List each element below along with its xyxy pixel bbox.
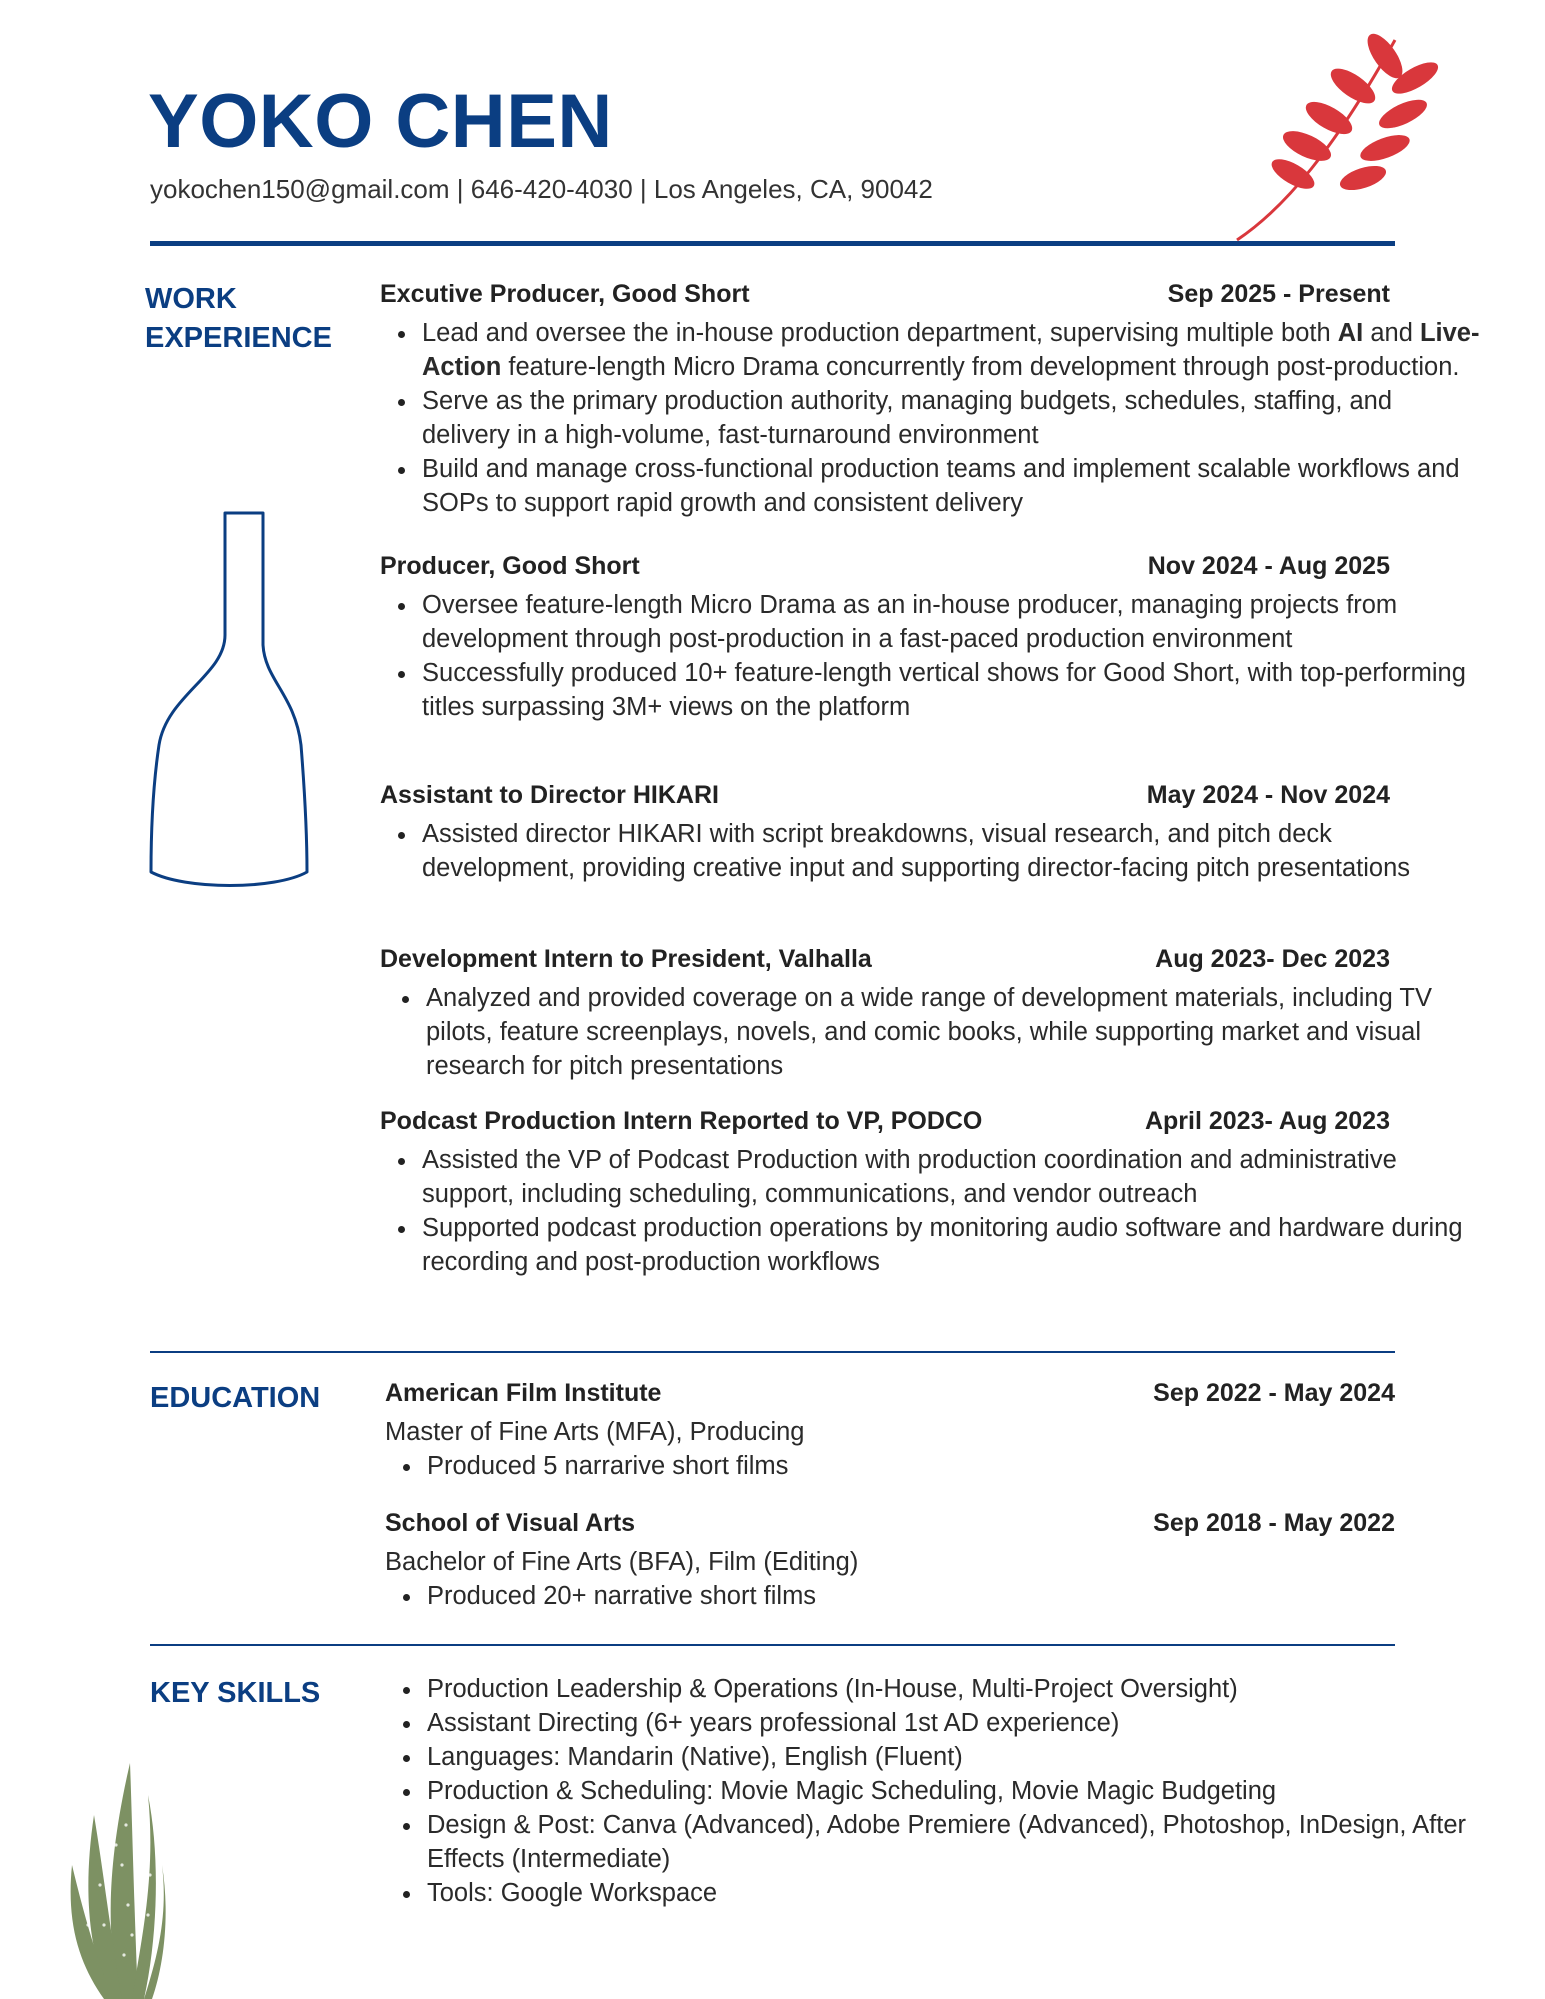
job-bullet: Supported podcast production operations by monitoring audio software and hardware during recording and post-production workflows	[380, 1211, 1482, 1279]
skill-item: Tools: Google Workspace	[385, 1876, 1487, 1910]
contact-line: yokochen150@gmail.com | 646-420-4030 | Los Angeles, CA, 90042	[150, 174, 933, 204]
green-plant-icon	[60, 1755, 170, 1999]
job-bullet: Build and manage cross-functional production teams and implement scalable workflows and SOPs to support rapid growth and consistent delivery	[380, 452, 1482, 520]
education-entry	[385, 1379, 1395, 1483]
key-skills-heading: KEY SKILLS	[150, 1677, 321, 1709]
job-bullet: Analyzed and provided coverage on a wide range of development materials, including TV pilots, feature screenplays, novels, and comic books, while supporting market and visual research for pitch presentations	[384, 981, 1486, 1083]
degree: Master of Fine Arts (MFA), Producing	[385, 1418, 805, 1446]
resume-name: YOKO CHEN	[148, 79, 613, 164]
job-entry	[380, 781, 1411, 885]
degree: Bachelor of Fine Arts (BFA), Film (Editing)	[385, 1548, 859, 1576]
education-heading: EDUCATION	[150, 1382, 321, 1414]
bottle-outline-icon	[145, 505, 315, 890]
school-name: School of Visual Arts	[385, 1509, 636, 1537]
section-divider	[150, 1644, 1395, 1646]
job-date: May 2024 - Nov 2024	[1146, 781, 1390, 809]
school-name: American Film Institute	[385, 1379, 662, 1407]
job-title: Producer, Good Short	[380, 552, 640, 580]
job-bullet: Assisted director HIKARI with script breakdowns, visual research, and pitch deck development, providing creative input and supporting director-facing pitch presentations	[380, 817, 1482, 885]
job-entry	[380, 1107, 1463, 1279]
section-divider	[150, 1351, 1395, 1353]
education-date: Sep 2022 - May 2024	[1153, 1379, 1395, 1407]
skill-item: Production & Scheduling: Movie Magic Scheduling, Movie Magic Budgeting	[385, 1774, 1487, 1808]
job-entry	[380, 945, 1432, 1083]
education-bullet: Produced 20+ narrative short films	[385, 1579, 1487, 1613]
job-bullet: Lead and oversee the in-house production department, supervising multiple both AI and Live-Action feature-length Micro Drama concurrently from development through post-production.	[380, 316, 1482, 384]
job-date: April 2023- Aug 2023	[1144, 1107, 1390, 1135]
job-date: Nov 2024 - Aug 2025	[1147, 552, 1390, 580]
job-title: Development Intern to President, Valhalla	[380, 945, 872, 973]
job-title: Podcast Production Intern Reported to VP, PODCO	[380, 1107, 983, 1135]
job-date: Aug 2023- Dec 2023	[1155, 945, 1390, 973]
education-bullet: Produced 5 narrarive short films	[385, 1449, 1487, 1483]
red-leaf-branch-icon	[1225, 28, 1445, 248]
skill-item: Design & Post: Canva (Advanced), Adobe Premiere (Advanced), Photoshop, InDesign, After Effects (Intermediate)	[385, 1808, 1487, 1876]
job-title: Excutive Producer, Good Short	[380, 280, 750, 308]
header-divider	[150, 241, 1395, 246]
education-entry	[385, 1509, 1395, 1613]
job-bullet: Serve as the primary production authority, managing budgets, schedules, staffing, and delivery in a high-volume, fast-turnaround environment	[380, 384, 1482, 452]
job-date: Sep 2025 - Present	[1167, 280, 1390, 308]
job-entry	[380, 280, 1480, 520]
job-entry	[380, 552, 1466, 724]
skill-item: Assistant Directing (6+ years professional 1st AD experience)	[385, 1706, 1487, 1740]
work-experience-heading: WORK EXPERIENCE	[145, 283, 332, 354]
job-bullet: Oversee feature-length Micro Drama as an in-house producer, managing projects from development through post-production in a fast-paced production environment	[380, 588, 1482, 656]
skills-list	[385, 1672, 1487, 1910]
job-bullet: Successfully produced 10+ feature-length vertical shows for Good Short, with top-performing titles surpassing 3M+ views on the platform	[380, 656, 1482, 724]
job-title: Assistant to Director HIKARI	[380, 781, 719, 809]
skill-item: Languages: Mandarin (Native), English (Fluent)	[385, 1740, 1487, 1774]
job-bullet: Assisted the VP of Podcast Production with production coordination and administrative support, including scheduling, communications, and vendor outreach	[380, 1143, 1482, 1211]
skill-item: Production Leadership & Operations (In-House, Multi-Project Oversight)	[385, 1672, 1487, 1706]
education-date: Sep 2018 - May 2022	[1153, 1509, 1395, 1537]
